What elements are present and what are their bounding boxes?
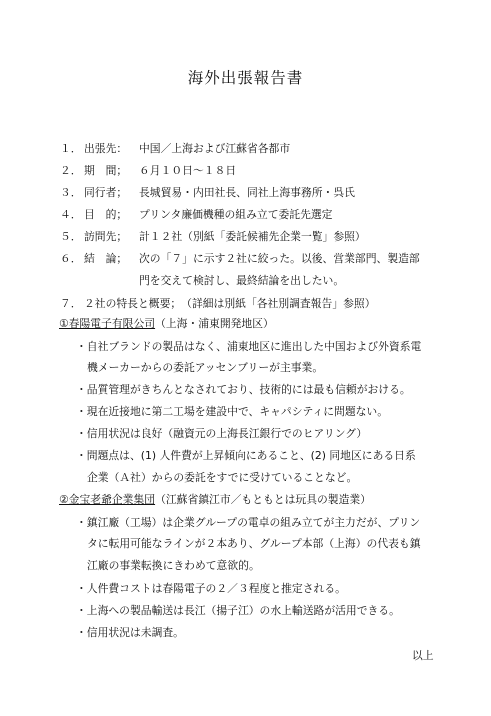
row-label: 目 的； [84, 208, 128, 221]
company-2-bullet: ・上海への製品輸送は長江（揚子江）の水上輸送路が活用できる。 [76, 604, 400, 617]
row-label: 訪問先； [84, 230, 128, 243]
company-2-name: ②金宝老爺企業集団 [59, 493, 156, 506]
row-number: ７． [60, 297, 82, 310]
row-value: 長城貿易・内田社長、同社上海事務所・呉氏 [139, 186, 355, 199]
document-title: 海外出張報告書 [187, 69, 304, 87]
row-6-continuation: 門を交えて検討し、最終結論を出したい。 [139, 274, 345, 287]
company-1-bullet-continuation: 機メーカーからの委託アッセンブリーが主事業。 [87, 361, 324, 374]
company-2-bullet: ・鎮江廠（工場）は企業グループの電卓の組み立てが主力だが、プリン [76, 516, 421, 529]
row-number: ６． [60, 252, 82, 265]
row-value: ６月１０日～１８日 [139, 164, 237, 177]
company-1-bullet: ・自社ブランドの製品はなく、浦東地区に進出した中国および外資系電 [76, 340, 422, 353]
company-1-bullet: ・現在近接地に第二工場を建設中で、キャパシティに問題ない。 [76, 405, 389, 418]
company-2-bullet-continuation: 江廠の事業転換にきわめて意欲的。 [87, 559, 260, 572]
company-2-location: （江蘇省鎮江市／もともとは玩具の製造業） [155, 493, 371, 506]
closing-text: 以上 [412, 649, 434, 662]
company-1-bullet: ・品質管理がきちんとなされており、技術的には最も信頼がおける。 [76, 383, 411, 396]
company-1-bullet: ・信用状況は良好（融資元の上海長江銀行でのヒアリング） [76, 427, 368, 440]
row-value: 次の「７」に示す２社に絞った。以後、営業部門、製造部 [139, 252, 420, 265]
company-1-location: （上海・浦東開発地区） [155, 317, 274, 330]
row-value: 計１２社（別紙「委託候補先企業一覧」参照） [139, 230, 366, 243]
company-2-bullet: ・人件費コストは春陽電子の２／３程度と推定される。 [76, 582, 346, 595]
row-label: 出張先： [84, 142, 128, 155]
company-2-bullet-continuation: タに転用可能なラインが２本あり、グループ本部（上海）の代表も鎮 [87, 537, 421, 550]
row-number: １． [60, 142, 82, 155]
row-number: ２． [60, 164, 82, 177]
row-label: 同行者； [84, 186, 128, 199]
row-label: 結 論； [84, 252, 128, 265]
row-number: ４． [60, 208, 82, 221]
company-1-heading [59, 317, 274, 331]
company-1-bullet: ・問題点は、(1) 人件費が上昇傾向にあること、(2) 同地区にある日系 [76, 449, 416, 462]
item-7-text: ２社の特長と概要； （詳細は別紙「各社別調査報告」参照） [84, 297, 376, 310]
company-2-bullet: ・信用状況は未調査。 [76, 626, 184, 639]
row-label: 期 間； [84, 164, 128, 177]
company-2-heading [59, 493, 371, 507]
row-value: プリンタ廉価機種の組み立て委託先選定 [139, 208, 333, 221]
row-number: ５． [60, 230, 82, 243]
row-number: ３． [60, 186, 82, 199]
company-1-name: ①春陽電子有限公司 [59, 317, 156, 330]
row-value: 中国／上海および江蘇省各都市 [139, 142, 291, 155]
company-1-bullet-continuation: 企業（Ａ社）からの委託をすでに受けていることなど。 [87, 471, 358, 484]
